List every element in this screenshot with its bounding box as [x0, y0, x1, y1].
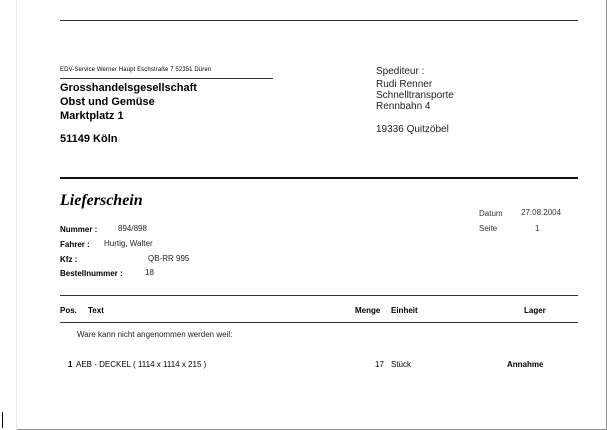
sender-underline [60, 78, 273, 79]
document-title: Lieferschein [60, 192, 143, 209]
driver-label: Fahrer : [60, 240, 90, 249]
column-header-pos: Pos. [60, 306, 77, 315]
row-quantity: 17 [375, 360, 384, 369]
row-unit: Stück [391, 360, 412, 369]
row-text: AEB - DECKEL ( 1114 x 1114 x 215 ) [76, 360, 207, 369]
order-number-value: 18 [145, 268, 154, 277]
order-number-label: Bestellnummer : [60, 269, 123, 278]
top-rule [60, 20, 578, 21]
recipient-city: 51149 Köln [60, 133, 118, 145]
column-header-unit: Einheit [391, 306, 418, 315]
vehicle-value: QB-RR 995 [148, 254, 190, 263]
table-header-rule [60, 322, 578, 323]
header-separator [60, 177, 578, 179]
forwarder-company: Schnelltransporte [376, 90, 454, 101]
number-value: 894/898 [118, 224, 147, 233]
number-label: Nummer : [60, 225, 98, 234]
page-label: Seite [479, 224, 498, 233]
recipient-name-line2: Obst und Gemüse [60, 96, 155, 108]
forwarder-label: Spediteur : [376, 66, 425, 77]
forwarder-name: Rudi Renner [376, 79, 433, 90]
vehicle-label: Kfz : [60, 255, 78, 264]
row-storage: Annahme [507, 360, 544, 369]
date-value: 27.08.2004 [521, 208, 562, 217]
page-value: 1 [535, 224, 540, 233]
recipient-name-line1: Grosshandelsgesellschaft [60, 82, 197, 94]
column-header-text: Text [88, 306, 104, 315]
table-top-rule [60, 295, 578, 296]
forwarder-street: Rennbahn 4 [376, 101, 431, 112]
table-note: Ware kann nicht angenommen werden weil: [77, 330, 233, 339]
sender-address-line: EDV-Service Werner Haupt Eschstraße 7 52351 Düren [60, 67, 212, 73]
driver-value: Hurtig, Walter [104, 239, 153, 248]
recipient-street: Marktplatz 1 [60, 110, 124, 122]
forwarder-city: 19336 Quitzöbel [376, 124, 449, 135]
date-label: Datum [479, 209, 503, 218]
row-pos: 1 [68, 360, 73, 369]
column-header-quantity: Menge [355, 306, 381, 315]
column-header-storage: Lager [524, 306, 546, 315]
